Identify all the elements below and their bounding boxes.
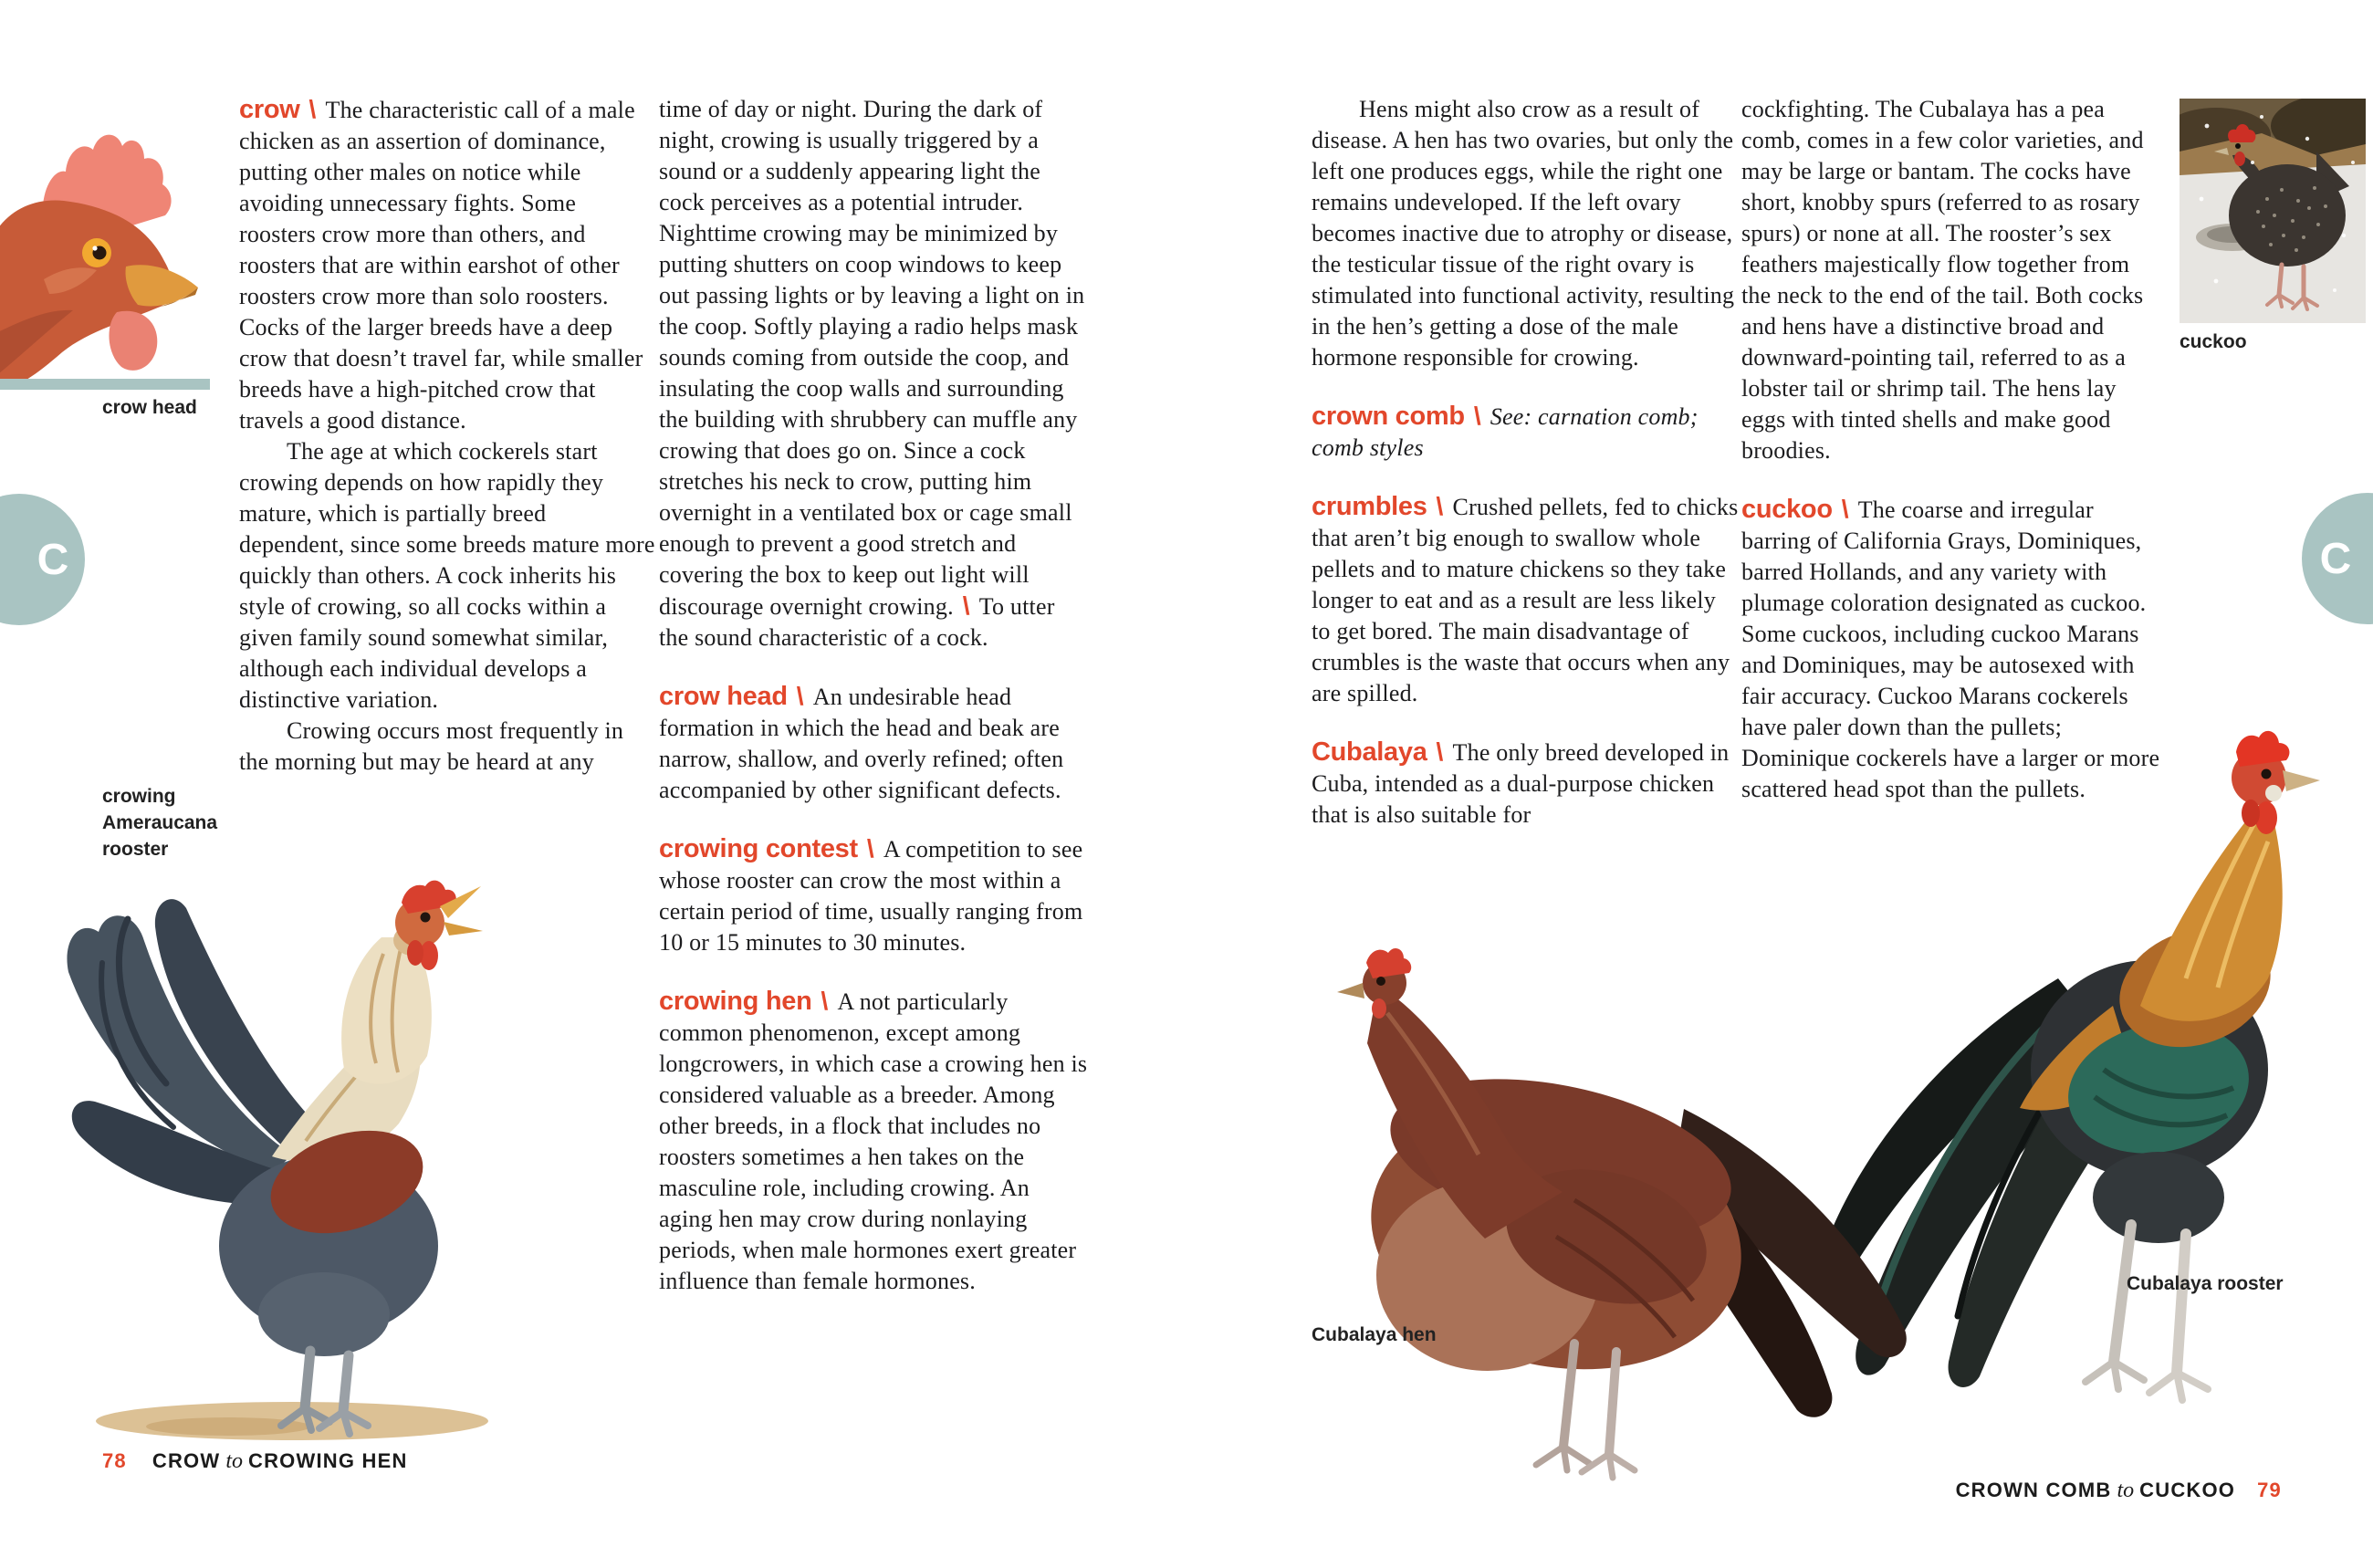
entry-separator: \ <box>308 95 317 123</box>
entry-crow-head <box>659 681 1088 806</box>
cuckoo-photo <box>2180 99 2366 323</box>
entry-term: cuckoo <box>1741 495 1833 524</box>
entry-crumbles <box>1312 491 1739 709</box>
entry-separator: \ <box>1473 402 1481 430</box>
entry-definition: cockfighting. The Cubalaya has a pea comb, comes in a few color varieties, and may be large or bantam. The cocks have short, knobby spurs (referred to as rosary spurs) or none at all. The rooster’s sex feathers majestically flow together from the neck to the end of the tail. Both cocks and hens have a distinctive broad and downward-pointing tail, referred to as a lobster tail or shrimp tail. The hens lay eggs with tinted shells and make good broodies. <box>1741 96 2144 464</box>
footer-left <box>102 1449 408 1474</box>
cubalaya-hen-illustration <box>1301 936 1939 1483</box>
footer-range-end: CUCKOO <box>2139 1479 2236 1501</box>
entry-definition: Crushed pellets, fed to chicks that aren’t big enough to swallow whole pellets and to mature chickens so they take longer to eat and as a result are less likely to get bored. The main disadvantage of crumbles is the waste that occurs when any are spilled. <box>1312 494 1739 706</box>
entry-definition: Hens might also crow as a result of disease. A hen has two ovaries, but only the left one produces eggs, while the right one remains undeveloped. If the left ovary becomes inactive due to atrophy or disease, the testicular tissue of the right ovary is stimulated into functional activity, resulting in the hen’s getting a dose of the male hormone responsible for crowing. <box>1312 96 1735 371</box>
footer-range-end: CROWING HEN <box>248 1449 408 1472</box>
caption-cubalaya-rooster: Cubalaya rooster <box>2127 1273 2284 1294</box>
footer-range-start: CROWN COMB <box>1955 1479 2112 1501</box>
entry-definition: To utter the sound characteristic of a cock. <box>659 593 1055 651</box>
entry-term: crow head <box>659 682 788 711</box>
entry-separator: \ <box>796 682 804 710</box>
body-paragraph <box>1741 94 2165 466</box>
column-2 <box>659 94 1088 1297</box>
entry-separator: \ <box>962 591 970 620</box>
entry-definition: The characteristic call of a male chicken as an assertion of dominance, putting other males on notice while avoiding unnecessary fights. Some roosters crow more than others, and roosters that are within earshot of other roosters crow more than solo roosters. Cocks of the larger breeds have a deep crow that doesn’t travel far, while smaller breeds have a high-pitched crow that travels a good distance. <box>239 97 643 434</box>
caption-cubalaya-hen: Cubalaya hen <box>1312 1324 1437 1345</box>
page-number-left: 78 <box>102 1449 127 1472</box>
crow-head-illustration <box>0 115 217 389</box>
caption-cuckoo: cuckoo <box>2180 331 2247 352</box>
entry-separator: \ <box>866 834 874 862</box>
footer-right <box>1956 1479 2282 1503</box>
entry-term: Cubalaya <box>1312 737 1427 767</box>
entry-definition: time of day or night. During the dark of night, crowing is usually triggered by a sound or a suddenly appearing light the cock perceives as a potential intruder. Nighttime crowing may be minimized by putting shutters on coop windows to keep out passing lights or by leaving a light on in the coop. Softly playing a radio helps mask sounds coming from outside the coop, and insulating the coop walls and surrounding the building with shrubbery can muffle any crowing that does go on. Since a cock stretches his neck to crow, putting him overnight in a ventilated box or cage small enough to prevent a good stretch and covering the box to keep out light will discourage overnight crowing. <box>659 96 1085 620</box>
page-number-right: 79 <box>2257 1479 2282 1501</box>
entry-term: crumbles <box>1312 492 1427 521</box>
section-tab-left <box>0 494 85 625</box>
footer-connector: to <box>225 1449 243 1473</box>
entry-definition: An undesirable head formation in which the head and beak are narrow, shallow, and overly refined; often accompanied by other significant defects. <box>659 684 1064 803</box>
caption-crow-head: crow head <box>102 397 197 418</box>
entry-separator: \ <box>1436 737 1444 766</box>
entry-cuckoo <box>1741 494 2165 805</box>
body-paragraph <box>239 716 657 778</box>
entry-crown-comb <box>1312 401 1739 464</box>
entry-separator: \ <box>1436 492 1444 520</box>
caption-rule-bar <box>0 379 210 390</box>
entry-cubalaya <box>1312 737 1739 831</box>
entry-definition: The only breed developed in Cuba, intended as a dual-purpose chicken that is also suitable for <box>1312 739 1730 828</box>
column-1 <box>239 94 657 778</box>
entry-crow <box>239 94 657 436</box>
entry-crowing-hen <box>659 986 1088 1297</box>
ameraucana-rooster-illustration <box>18 853 593 1447</box>
section-letter: C <box>2319 534 2352 583</box>
entry-separator: \ <box>1841 495 1849 523</box>
column-3 <box>1312 94 1739 831</box>
entry-definition: A competition to see whose rooster can crow the most within a certain period of time, usually ranging from 10 or 15 minutes to 30 minutes. <box>659 836 1083 956</box>
footer-range-start: CROW <box>152 1449 221 1472</box>
entry-term: crowing hen <box>659 987 812 1016</box>
entry-definition: The coarse and irregular barring of California Grays, Dominiques, barred Hollands, and any variety with plumage coloration designated as cuckoo. Some cuckoos, including cuckoo Marans and Dominiques, may be autosexed with fair accuracy. Cuckoo Marans cockerels have paler down than the pullets; Dominique cockerels have a larger or more scattered head spot than the pullets. <box>1741 497 2160 802</box>
section-tab-right <box>2302 493 2373 624</box>
entry-definition: Crowing occurs most frequently in the morning but may be heard at any <box>239 717 624 775</box>
column-4 <box>1741 94 2165 805</box>
entry-term: crown comb <box>1312 402 1465 431</box>
body-paragraph <box>239 436 657 716</box>
body-paragraph <box>659 94 1088 653</box>
caption-ameraucana-rooster: crowing Ameraucana rooster <box>102 786 218 860</box>
footer-connector: to <box>2117 1479 2135 1502</box>
section-letter: C <box>37 535 69 584</box>
entry-definition: See: carnation comb; comb styles <box>1312 403 1699 461</box>
entry-term: crowing contest <box>659 834 858 863</box>
entry-crowing-contest <box>659 833 1088 958</box>
body-paragraph <box>1312 94 1739 373</box>
entry-term: crow <box>239 95 300 124</box>
entry-definition: A not particularly common phenomenon, except among longcrowers, in which case a crowing hen is considered valuable as a breeder. Among other breeds, in a flock that includes no roosters sometimes a hen takes on the masculine role, including crowing. An aging hen may crow during nonlaying periods, when male hormones exert greater influence than female hormones. <box>659 988 1088 1294</box>
entry-definition: The age at which cockerels start crowing depends on how rapidly they mature, which is partially breed dependent, since some breeds mature more quickly than others. A cock inherits his style of crowing, so all cocks within a given family sound somewhat similar, although each individual develops a distinctive variation. <box>239 438 655 713</box>
entry-separator: \ <box>821 987 829 1015</box>
